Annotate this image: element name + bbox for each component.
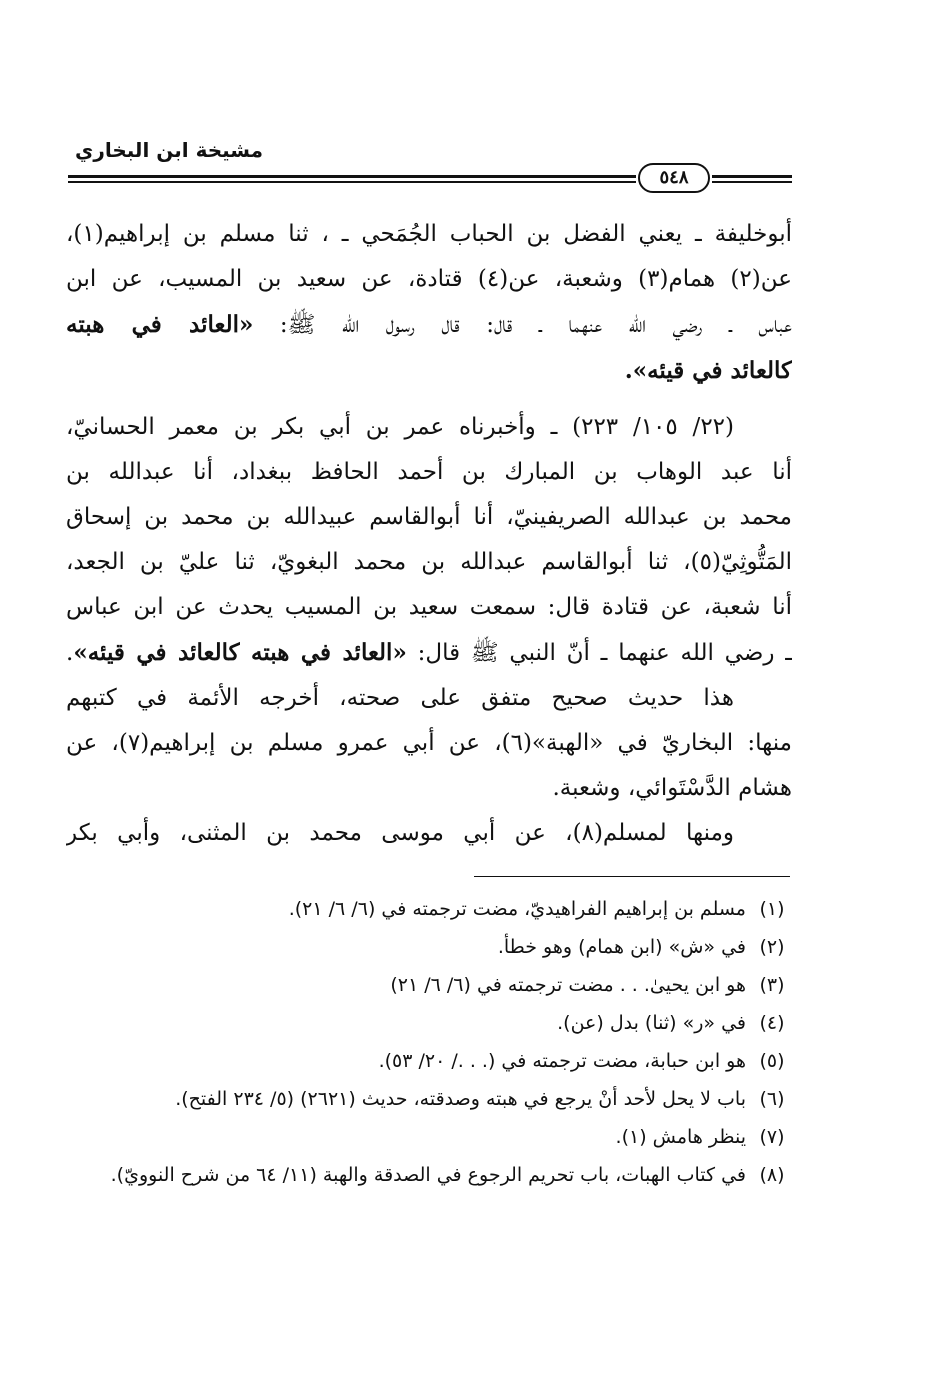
footnote-text: في كتاب الهبات، باب تحريم الرجوع في الصدقة والهبة (١١/ ٦٤ من شرح النوويّ). [110, 1164, 746, 1186]
footnote [66, 1156, 792, 1194]
text-line: ومنها لمسلم(٨)، عن أبي موسى محمد بن المثنى، وأبي بكر [66, 820, 734, 846]
text-line: أنا شعبة، عن قتادة قال: سمعت سعيد بن المسيب يحدث عن ابن عباس [66, 594, 792, 620]
running-header-title: مشيخة ابن البخاري [75, 138, 264, 162]
footnote-number: (١) [759, 898, 785, 920]
footnote-number: (٨) [759, 1164, 785, 1186]
footnotes [66, 890, 792, 1194]
footnote-text: مسلم بن إبراهيم الفراهيديّ، مضت ترجمته في (٦/ ٦/ ٢١). [288, 898, 746, 920]
header-rule [68, 181, 636, 183]
text-line: عباس ـ رضي الله عنهما ـ قال: قال رسول الله ﷺ: «العائد في هبته [66, 311, 792, 338]
footnote-text: هو ابن يحيىٰ. . . مضت ترجمته في (٦/ ٦/ ٢١) [390, 974, 746, 996]
text-line: منها: البخاريّ في «الهبة»(٦)، عن أبي عمرو مسلم بن إبراهيم(٧)، عن [66, 730, 792, 756]
footnote-number: (٤) [759, 1012, 785, 1034]
text-line: المَتُّوثِيّ(٥)، ثنا أبوالقاسم عبدالله بن محمد البغويّ، ثنا عليّ بن الجعد، [66, 549, 792, 575]
text-line: هذا حديث صحيح متفق على صحته، أخرجه الأئمة في كتبهم [66, 685, 734, 711]
text-line: هشام الدَّسْتَوائي، وشعبة. [552, 775, 792, 801]
footnote [66, 928, 792, 966]
header-rule [68, 175, 636, 178]
text-line: أنا عبد الوهاب بن المبارك بن أحمد الحافظ ببغداد، أنا عبدالله بن [66, 459, 792, 485]
text-line: ـ رضي الله عنهما ـ أنّ النبي ﷺ قال: «العائد في هبته كالعائد في قيئه». [66, 639, 792, 666]
text-line: أبوخليفة ـ يعني الفضل بن الحباب الجُمَحي ـ ، ثنا مسلم بن إبراهيم(١)، [66, 221, 792, 247]
footnote-number: (٥) [759, 1050, 785, 1072]
footnote [66, 1080, 792, 1118]
footnote-text: ينظر هامش (١). [615, 1126, 746, 1148]
paragraph-gap [66, 393, 792, 405]
footnote [66, 966, 792, 1004]
header-rule [712, 175, 792, 178]
footnote-number: (٢) [759, 936, 785, 958]
footnote-text: في «ش» (ابن همام) وهو خطأ. [497, 936, 746, 958]
footnote-number: (٣) [759, 974, 785, 996]
footnote-text: في «ر» (ثنا) بدل (عن). [557, 1012, 746, 1034]
footnote [66, 1004, 792, 1042]
footnote-number: (٧) [759, 1126, 785, 1148]
footnote [66, 1118, 792, 1156]
footnote-text: باب لا يحل لأحد أنْ يرجع في هبته وصدقته، حديث (٢٦٢١) (٥/ ٢٣٤ الفتح). [175, 1088, 746, 1110]
footnote [66, 1042, 792, 1080]
bold-quote: «العائد في هبته كالعائد في قيئه» [73, 639, 407, 666]
bold-quote: «العائد في هبته [66, 311, 254, 338]
footnote-number: (٦) [759, 1088, 785, 1110]
text-line: (٢٢/ ١٠٥/ ٢٢٣) ـ وأخبرناه عمر بن أبي بكر بن معمر الحسانيّ، [66, 414, 735, 440]
text-line: كالعائد في قيئه». [624, 357, 792, 384]
footnote-text: هو ابن حبابة، مضت ترجمته في (. . ./ ٢٠/ ٥٣). [378, 1050, 746, 1072]
header-rule [712, 181, 792, 183]
page-number: ٥٤٨ [638, 163, 710, 193]
footnote-separator [474, 876, 790, 877]
text-line: محمد بن عبدالله الصريفينيّ، أنا أبوالقاسم عبيدالله بن محمد بن إسحاق [66, 504, 792, 530]
main-text [66, 212, 792, 856]
footnote [66, 890, 792, 928]
text-line: عن(٢) همام(٣) وشعبة، عن(٤) قتادة، عن سعيد بن المسيب، عن ابن [66, 266, 792, 292]
